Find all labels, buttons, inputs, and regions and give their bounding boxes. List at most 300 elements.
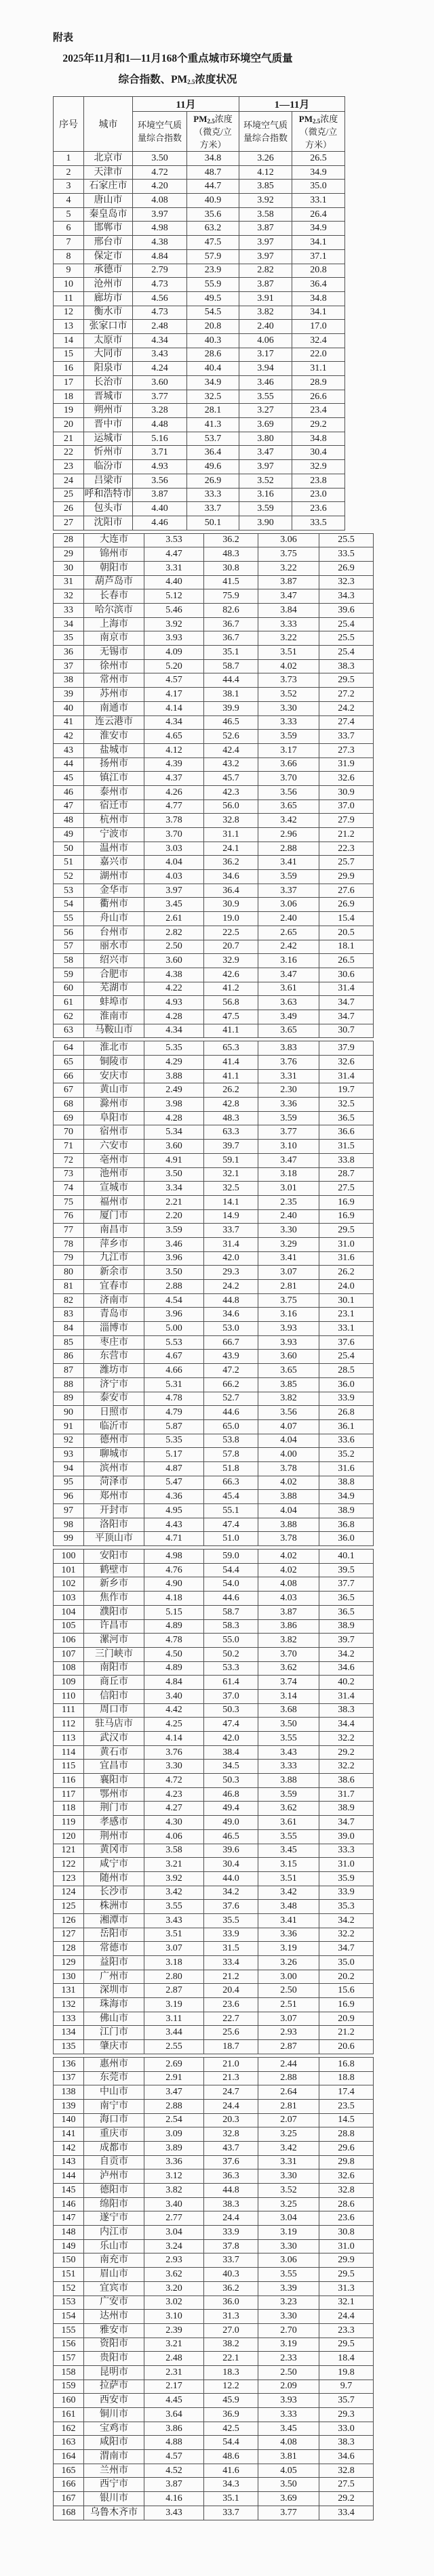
city-row — [54, 1266, 374, 1280]
jannov-index-cell: 3.68 — [258, 1703, 319, 1718]
nov-index-cell: 4.66 — [144, 1364, 204, 1378]
seq-cell: 120 — [54, 1829, 84, 1844]
jannov-index-cell: 3.45 — [258, 1844, 319, 1858]
city-row — [54, 561, 374, 575]
header-seq: 序号 — [54, 97, 84, 152]
nov-pm-cell: 32.9 — [204, 954, 258, 968]
nov-index-cell: 3.24 — [144, 2239, 204, 2253]
jannov-pm-cell: 22.3 — [319, 842, 374, 856]
seq-cell: 127 — [54, 1928, 84, 1942]
nov-pm-cell: 59.0 — [204, 1550, 258, 1564]
city-row — [54, 2012, 374, 2026]
jannov-pm-cell: 33.0 — [319, 2422, 374, 2436]
jannov-pm-cell: 31.9 — [319, 757, 374, 772]
nov-index-cell: 2.88 — [144, 2099, 204, 2113]
city-row — [54, 1928, 374, 1942]
jannov-pm-cell: 36.8 — [319, 1518, 374, 1532]
seq-cell: 95 — [54, 1476, 84, 1490]
nov-index-cell: 3.59 — [144, 1224, 204, 1238]
nov-index-cell: 3.02 — [144, 2295, 204, 2310]
seq-cell: 19 — [54, 404, 84, 418]
nov-index-cell: 4.98 — [144, 1550, 204, 1564]
nov-pm-cell: 40.9 — [187, 194, 239, 208]
nov-pm-cell: 34.6 — [204, 1308, 258, 1322]
jannov-index-cell: 2.81 — [258, 1280, 319, 1294]
city-cell: 随州市 — [84, 1871, 144, 1886]
jannov-pm-cell: 29.5 — [319, 1224, 374, 1238]
city-cell: 温州市 — [84, 842, 144, 856]
city-cell: 合肥市 — [84, 968, 144, 982]
nov-pm-cell: 42.3 — [204, 785, 258, 799]
city-cell: 锦州市 — [84, 547, 144, 562]
jannov-index-cell: 3.30 — [258, 2239, 319, 2253]
city-row — [54, 1024, 374, 1038]
jannov-pm-cell: 38.6 — [319, 1774, 374, 1788]
city-cell: 江门市 — [84, 2026, 144, 2040]
jannov-index-cell: 3.06 — [258, 533, 319, 547]
jannov-index-cell: 3.77 — [258, 1125, 319, 1140]
jannov-index-cell: 3.16 — [258, 954, 319, 968]
city-cell: 昆明市 — [84, 2365, 144, 2380]
nov-pm-cell: 63.2 — [187, 222, 239, 236]
jannov-pm-cell: 26.4 — [292, 207, 345, 222]
seq-cell: 92 — [54, 1434, 84, 1448]
city-row — [54, 418, 345, 432]
seq-cell: 56 — [54, 926, 84, 940]
jannov-index-cell: 2.40 — [258, 1209, 319, 1224]
city-row — [54, 757, 374, 772]
nov-index-cell: 4.34 — [144, 715, 204, 730]
nov-index-cell: 2.50 — [144, 940, 204, 954]
jannov-index-cell: 3.51 — [258, 1871, 319, 1886]
city-row — [54, 1732, 374, 1746]
city-row — [54, 954, 374, 968]
jannov-pm-cell: 26.8 — [319, 1406, 374, 1420]
city-row — [54, 1563, 374, 1577]
jannov-index-cell: 3.88 — [258, 1490, 319, 1504]
nov-pm-cell: 45.4 — [204, 1490, 258, 1504]
nov-pm-cell: 47.4 — [204, 1518, 258, 1532]
nov-pm-cell: 32.5 — [204, 1182, 258, 1196]
jannov-index-cell: 3.19 — [258, 2226, 319, 2240]
aqi-table-page-4 — [53, 1549, 374, 2054]
jannov-index-cell: 3.43 — [258, 1745, 319, 1760]
nov-pm-cell: 66.3 — [204, 1476, 258, 1490]
nov-pm-cell: 39.6 — [204, 1844, 258, 1858]
nov-index-cell: 3.11 — [144, 2012, 204, 2026]
nov-index-cell: 4.28 — [144, 1111, 204, 1125]
aqi-table-page-2 — [53, 533, 374, 1039]
city-cell: 安阳市 — [84, 1550, 144, 1564]
city-cell: 东莞市 — [84, 2071, 144, 2085]
nov-pm-cell: 42.5 — [204, 2422, 258, 2436]
nov-pm-cell: 24.4 — [204, 2211, 258, 2226]
nov-index-cell: 4.45 — [144, 2394, 204, 2408]
nov-pm-cell: 54.4 — [204, 2436, 258, 2450]
city-row — [54, 996, 374, 1010]
seq-cell: 150 — [54, 2253, 84, 2268]
seq-cell: 28 — [54, 533, 84, 547]
jannov-pm-cell: 36.0 — [319, 1532, 374, 1546]
city-row — [54, 2338, 374, 2352]
nov-pm-cell: 59.1 — [204, 1153, 258, 1167]
jannov-index-cell: 3.45 — [258, 2422, 319, 2436]
jannov-pm-cell: 32.1 — [319, 2295, 374, 2310]
nov-pm-cell: 65.0 — [204, 1419, 258, 1434]
jannov-index-cell: 3.33 — [258, 2408, 319, 2422]
seq-cell: 154 — [54, 2310, 84, 2324]
city-cell: 盐城市 — [84, 743, 144, 757]
nov-index-cell: 2.77 — [144, 2211, 204, 2226]
jannov-pm-cell: 29.5 — [319, 673, 374, 688]
seq-cell: 12 — [54, 306, 84, 320]
city-cell: 中山市 — [84, 2085, 144, 2100]
city-cell: 六安市 — [84, 1140, 144, 1154]
nov-index-cell: 4.52 — [144, 2464, 204, 2478]
jannov-index-cell: 3.36 — [258, 1928, 319, 1942]
nov-pm-cell: 37.6 — [204, 2155, 258, 2169]
seq-cell: 17 — [54, 376, 84, 390]
jannov-index-cell: 3.93 — [258, 1322, 319, 1336]
city-cell: 铜川市 — [84, 2408, 144, 2422]
city-row — [54, 940, 374, 954]
seq-cell: 62 — [54, 1010, 84, 1024]
city-cell: 达州市 — [84, 2310, 144, 2324]
seq-cell: 70 — [54, 1125, 84, 1140]
jannov-index-cell: 3.75 — [258, 1293, 319, 1308]
jannov-index-cell: 4.08 — [258, 2436, 319, 2450]
city-cell: 雅安市 — [84, 2323, 144, 2338]
jannov-index-cell: 3.49 — [258, 1010, 319, 1024]
city-row — [54, 1518, 374, 1532]
city-cell: 兰州市 — [84, 2464, 144, 2478]
jannov-pm-cell: 33.9 — [319, 1392, 374, 1406]
city-cell: 开封市 — [84, 1504, 144, 1518]
jannov-pm-cell: 27.2 — [319, 688, 374, 702]
jannov-pm-cell: 30.6 — [319, 968, 374, 982]
city-cell: 西宁市 — [84, 2478, 144, 2492]
nov-index-cell: 4.28 — [144, 1010, 204, 1024]
city-cell: 金华市 — [84, 884, 144, 898]
jannov-pm-cell: 26.9 — [319, 898, 374, 912]
city-cell: 益阳市 — [84, 1956, 144, 1970]
nov-pm-cell: 34.5 — [204, 1760, 258, 1774]
city-cell: 运城市 — [84, 432, 133, 446]
jannov-pm-cell: 32.3 — [319, 575, 374, 589]
city-cell: 大同市 — [84, 348, 133, 362]
jannov-pm-cell: 26.5 — [319, 954, 374, 968]
jannov-index-cell: 3.00 — [258, 1970, 319, 1984]
city-cell: 南阳市 — [84, 1661, 144, 1676]
jannov-pm-cell: 17.4 — [319, 2085, 374, 2100]
jannov-index-cell: 3.30 — [258, 2310, 319, 2324]
jannov-pm-cell: 31.3 — [319, 2281, 374, 2295]
seq-cell: 50 — [54, 842, 84, 856]
seq-cell: 29 — [54, 547, 84, 562]
jannov-pm-cell: 16.9 — [319, 1195, 374, 1209]
jannov-pm-cell: 36.6 — [319, 1125, 374, 1140]
nov-index-cell: 4.79 — [144, 1406, 204, 1420]
nov-pm-cell: 24.2 — [204, 1280, 258, 1294]
nov-pm-cell: 48.6 — [204, 2450, 258, 2464]
nov-pm-cell: 41.6 — [204, 2464, 258, 2478]
city-cell: 株洲市 — [84, 1900, 144, 1914]
nov-pm-cell: 30.8 — [204, 561, 258, 575]
jannov-index-cell: 3.30 — [258, 2169, 319, 2184]
nov-pm-cell: 22.5 — [204, 926, 258, 940]
seq-cell: 125 — [54, 1900, 84, 1914]
jannov-index-cell: 3.31 — [258, 2155, 319, 2169]
nov-index-cell: 3.58 — [144, 1844, 204, 1858]
city-row — [54, 2281, 374, 2295]
nov-pm-cell: 58.7 — [204, 1605, 258, 1619]
nov-index-cell: 4.89 — [144, 1619, 204, 1634]
seq-cell: 79 — [54, 1251, 84, 1266]
nov-pm-cell: 45.9 — [204, 2394, 258, 2408]
jannov-index-cell: 3.19 — [258, 2338, 319, 2352]
city-cell: 厦门市 — [84, 1209, 144, 1224]
city-row — [54, 165, 345, 180]
nov-index-cell: 4.14 — [144, 701, 204, 715]
seq-cell: 137 — [54, 2071, 84, 2085]
nov-pm-cell: 46.5 — [204, 1829, 258, 1844]
city-row — [54, 2026, 374, 2040]
seq-cell: 148 — [54, 2226, 84, 2240]
nov-index-cell: 4.72 — [144, 1774, 204, 1788]
nov-index-cell: 4.67 — [144, 1350, 204, 1364]
city-cell: 衡水市 — [84, 306, 133, 320]
city-row — [54, 2071, 374, 2085]
city-cell: 肇庆市 — [84, 2040, 144, 2054]
seq-cell: 98 — [54, 1518, 84, 1532]
city-row — [54, 912, 374, 926]
nov-pm-cell: 44.7 — [187, 180, 239, 194]
city-cell: 阳泉市 — [84, 362, 133, 376]
seq-cell: 2 — [54, 165, 84, 180]
city-row — [54, 842, 374, 856]
jannov-pm-cell: 29.8 — [319, 2155, 374, 2169]
jannov-index-cell: 3.42 — [258, 1886, 319, 1900]
jannov-index-cell: 3.87 — [258, 1605, 319, 1619]
jannov-pm-cell: 21.2 — [319, 2026, 374, 2040]
nov-index-cell: 5.31 — [144, 1377, 204, 1392]
city-row — [54, 1350, 374, 1364]
city-row — [54, 1774, 374, 1788]
city-row — [54, 1209, 374, 1224]
nov-pm-cell: 41.2 — [204, 982, 258, 996]
jannov-index-cell: 3.25 — [258, 2197, 319, 2211]
seq-cell: 109 — [54, 1676, 84, 1690]
nov-index-cell: 3.82 — [144, 2184, 204, 2198]
nov-pm-cell: 40.4 — [187, 362, 239, 376]
nov-pm-cell: 50.1 — [187, 516, 239, 530]
nov-index-cell: 4.88 — [144, 2436, 204, 2450]
nov-pm-cell: 48.3 — [204, 547, 258, 562]
seq-cell: 128 — [54, 1942, 84, 1956]
nov-pm-cell: 46.5 — [204, 715, 258, 730]
nov-pm-cell: 49.6 — [187, 460, 239, 474]
city-cell: 邯郸市 — [84, 222, 133, 236]
jannov-pm-cell: 31.7 — [319, 1787, 374, 1802]
nov-pm-cell: 38.2 — [204, 2338, 258, 2352]
seq-cell: 54 — [54, 898, 84, 912]
nov-pm-cell: 52.6 — [204, 730, 258, 744]
city-row — [54, 1504, 374, 1518]
nov-index-cell: 3.36 — [144, 2155, 204, 2169]
city-cell: 淮安市 — [84, 730, 144, 744]
city-row — [54, 1237, 374, 1251]
nov-pm-cell: 42.8 — [204, 1098, 258, 1112]
city-cell: 濮阳市 — [84, 1605, 144, 1619]
nov-index-cell: 3.96 — [144, 1308, 204, 1322]
seq-cell: 117 — [54, 1787, 84, 1802]
jannov-index-cell: 3.48 — [258, 1900, 319, 1914]
seq-cell: 53 — [54, 884, 84, 898]
nov-index-cell: 3.93 — [144, 631, 204, 646]
seq-cell: 57 — [54, 940, 84, 954]
jannov-pm-cell: 29.9 — [319, 2253, 374, 2268]
jannov-pm-cell: 23.5 — [319, 2099, 374, 2113]
nov-pm-cell: 31.5 — [204, 1942, 258, 1956]
city-cell: 武汉市 — [84, 1732, 144, 1746]
city-row — [54, 2478, 374, 2492]
city-cell: 鹤壁市 — [84, 1563, 144, 1577]
city-row — [54, 884, 374, 898]
seq-cell: 9 — [54, 264, 84, 278]
nov-index-cell: 4.06 — [144, 1829, 204, 1844]
nov-index-cell: 4.87 — [144, 1461, 204, 1476]
city-row — [54, 1125, 374, 1140]
seq-cell: 58 — [54, 954, 84, 968]
city-row — [54, 320, 345, 334]
nov-index-cell: 3.56 — [133, 474, 187, 488]
nov-index-cell: 5.35 — [144, 1041, 204, 1056]
jannov-pm-cell: 34.2 — [319, 1647, 374, 1661]
city-cell: 孝感市 — [84, 1816, 144, 1830]
city-row — [54, 2380, 374, 2394]
jannov-pm-cell: 34.3 — [319, 589, 374, 604]
city-row — [54, 2211, 374, 2226]
nov-pm-cell: 53.0 — [204, 1322, 258, 1336]
city-cell: 咸阳市 — [84, 2436, 144, 2450]
nov-pm-cell: 22.7 — [204, 2012, 258, 2026]
city-row — [54, 589, 374, 604]
seq-cell: 106 — [54, 1634, 84, 1648]
nov-index-cell: 3.42 — [144, 1886, 204, 1900]
jannov-index-cell: 3.82 — [239, 306, 292, 320]
jannov-pm-cell: 35.9 — [319, 1871, 374, 1886]
jannov-pm-cell: 34.4 — [319, 1718, 374, 1732]
jannov-pm-cell: 27.5 — [319, 1182, 374, 1196]
jannov-pm-cell: 29.2 — [319, 1745, 374, 1760]
city-row — [54, 1010, 374, 1024]
nov-index-cell: 3.51 — [144, 1928, 204, 1942]
nov-pm-cell: 20.4 — [204, 1984, 258, 1998]
jannov-index-cell: 2.82 — [239, 264, 292, 278]
jannov-index-cell: 4.07 — [258, 1419, 319, 1434]
seq-cell: 86 — [54, 1350, 84, 1364]
city-row — [54, 1419, 374, 1434]
jannov-pm-cell: 29.9 — [319, 870, 374, 884]
jannov-pm-cell: 31.4 — [319, 1689, 374, 1703]
jannov-pm-cell: 32.5 — [319, 1098, 374, 1112]
jannov-pm-cell: 37.1 — [292, 249, 345, 264]
nov-index-cell: 4.73 — [133, 278, 187, 292]
city-row — [54, 194, 345, 208]
city-row — [54, 1083, 374, 1098]
nov-index-cell: 4.78 — [144, 1392, 204, 1406]
city-row — [54, 390, 345, 404]
jannov-index-cell: 3.94 — [239, 362, 292, 376]
city-cell: 新余市 — [84, 1266, 144, 1280]
city-row — [54, 152, 345, 166]
city-cell: 黄冈市 — [84, 1844, 144, 1858]
seq-cell: 55 — [54, 912, 84, 926]
city-row — [54, 1251, 374, 1266]
city-row — [54, 799, 374, 814]
jannov-index-cell: 2.33 — [258, 2352, 319, 2366]
city-row — [54, 2394, 374, 2408]
nov-pm-cell: 43.2 — [204, 757, 258, 772]
jannov-pm-cell: 34.7 — [319, 1816, 374, 1830]
jannov-pm-cell: 27.3 — [319, 743, 374, 757]
seq-cell: 25 — [54, 488, 84, 502]
city-cell: 南通市 — [84, 701, 144, 715]
city-row — [54, 1787, 374, 1802]
nov-index-cell: 2.21 — [144, 1195, 204, 1209]
jannov-index-cell: 2.96 — [258, 828, 319, 842]
seq-cell: 166 — [54, 2478, 84, 2492]
jannov-pm-cell: 32.8 — [319, 2184, 374, 2198]
jannov-index-cell: 3.50 — [258, 2478, 319, 2492]
jannov-pm-cell: 34.7 — [319, 1010, 374, 1024]
seq-cell: 33 — [54, 604, 84, 618]
jannov-pm-cell: 34.8 — [292, 291, 345, 306]
nov-index-cell: 3.47 — [144, 2085, 204, 2100]
city-cell: 南京市 — [84, 631, 144, 646]
jannov-index-cell: 3.83 — [258, 1041, 319, 1056]
jannov-pm-cell: 24.4 — [319, 2310, 374, 2324]
city-cell: 济南市 — [84, 1293, 144, 1308]
city-row — [54, 432, 345, 446]
seq-cell: 165 — [54, 2464, 84, 2478]
nov-pm-cell: 47.4 — [204, 1718, 258, 1732]
jannov-pm-cell: 34.7 — [319, 1942, 374, 1956]
nov-index-cell: 4.39 — [144, 757, 204, 772]
nov-index-cell: 4.38 — [144, 968, 204, 982]
nov-pm-cell: 33.9 — [204, 2226, 258, 2240]
jannov-index-cell: 3.65 — [258, 799, 319, 814]
nov-index-cell: 4.98 — [133, 222, 187, 236]
nov-pm-cell: 28.1 — [187, 404, 239, 418]
city-cell: 滁州市 — [84, 1098, 144, 1112]
jannov-pm-cell: 18.1 — [319, 940, 374, 954]
nov-index-cell: 4.50 — [144, 1647, 204, 1661]
nov-index-cell: 3.64 — [144, 2408, 204, 2422]
jannov-index-cell: 4.12 — [239, 165, 292, 180]
city-row — [54, 1461, 374, 1476]
city-cell: 驻马店市 — [84, 1718, 144, 1732]
seq-cell: 104 — [54, 1605, 84, 1619]
jannov-pm-cell: 35.0 — [292, 180, 345, 194]
jannov-pm-cell: 16.8 — [319, 2057, 374, 2071]
seq-cell: 73 — [54, 1167, 84, 1182]
jannov-index-cell: 3.56 — [258, 1406, 319, 1420]
jannov-pm-cell: 26.5 — [292, 152, 345, 166]
seq-cell: 149 — [54, 2239, 84, 2253]
jannov-pm-cell: 28.8 — [319, 2127, 374, 2142]
nov-pm-cell: 39.9 — [204, 701, 258, 715]
